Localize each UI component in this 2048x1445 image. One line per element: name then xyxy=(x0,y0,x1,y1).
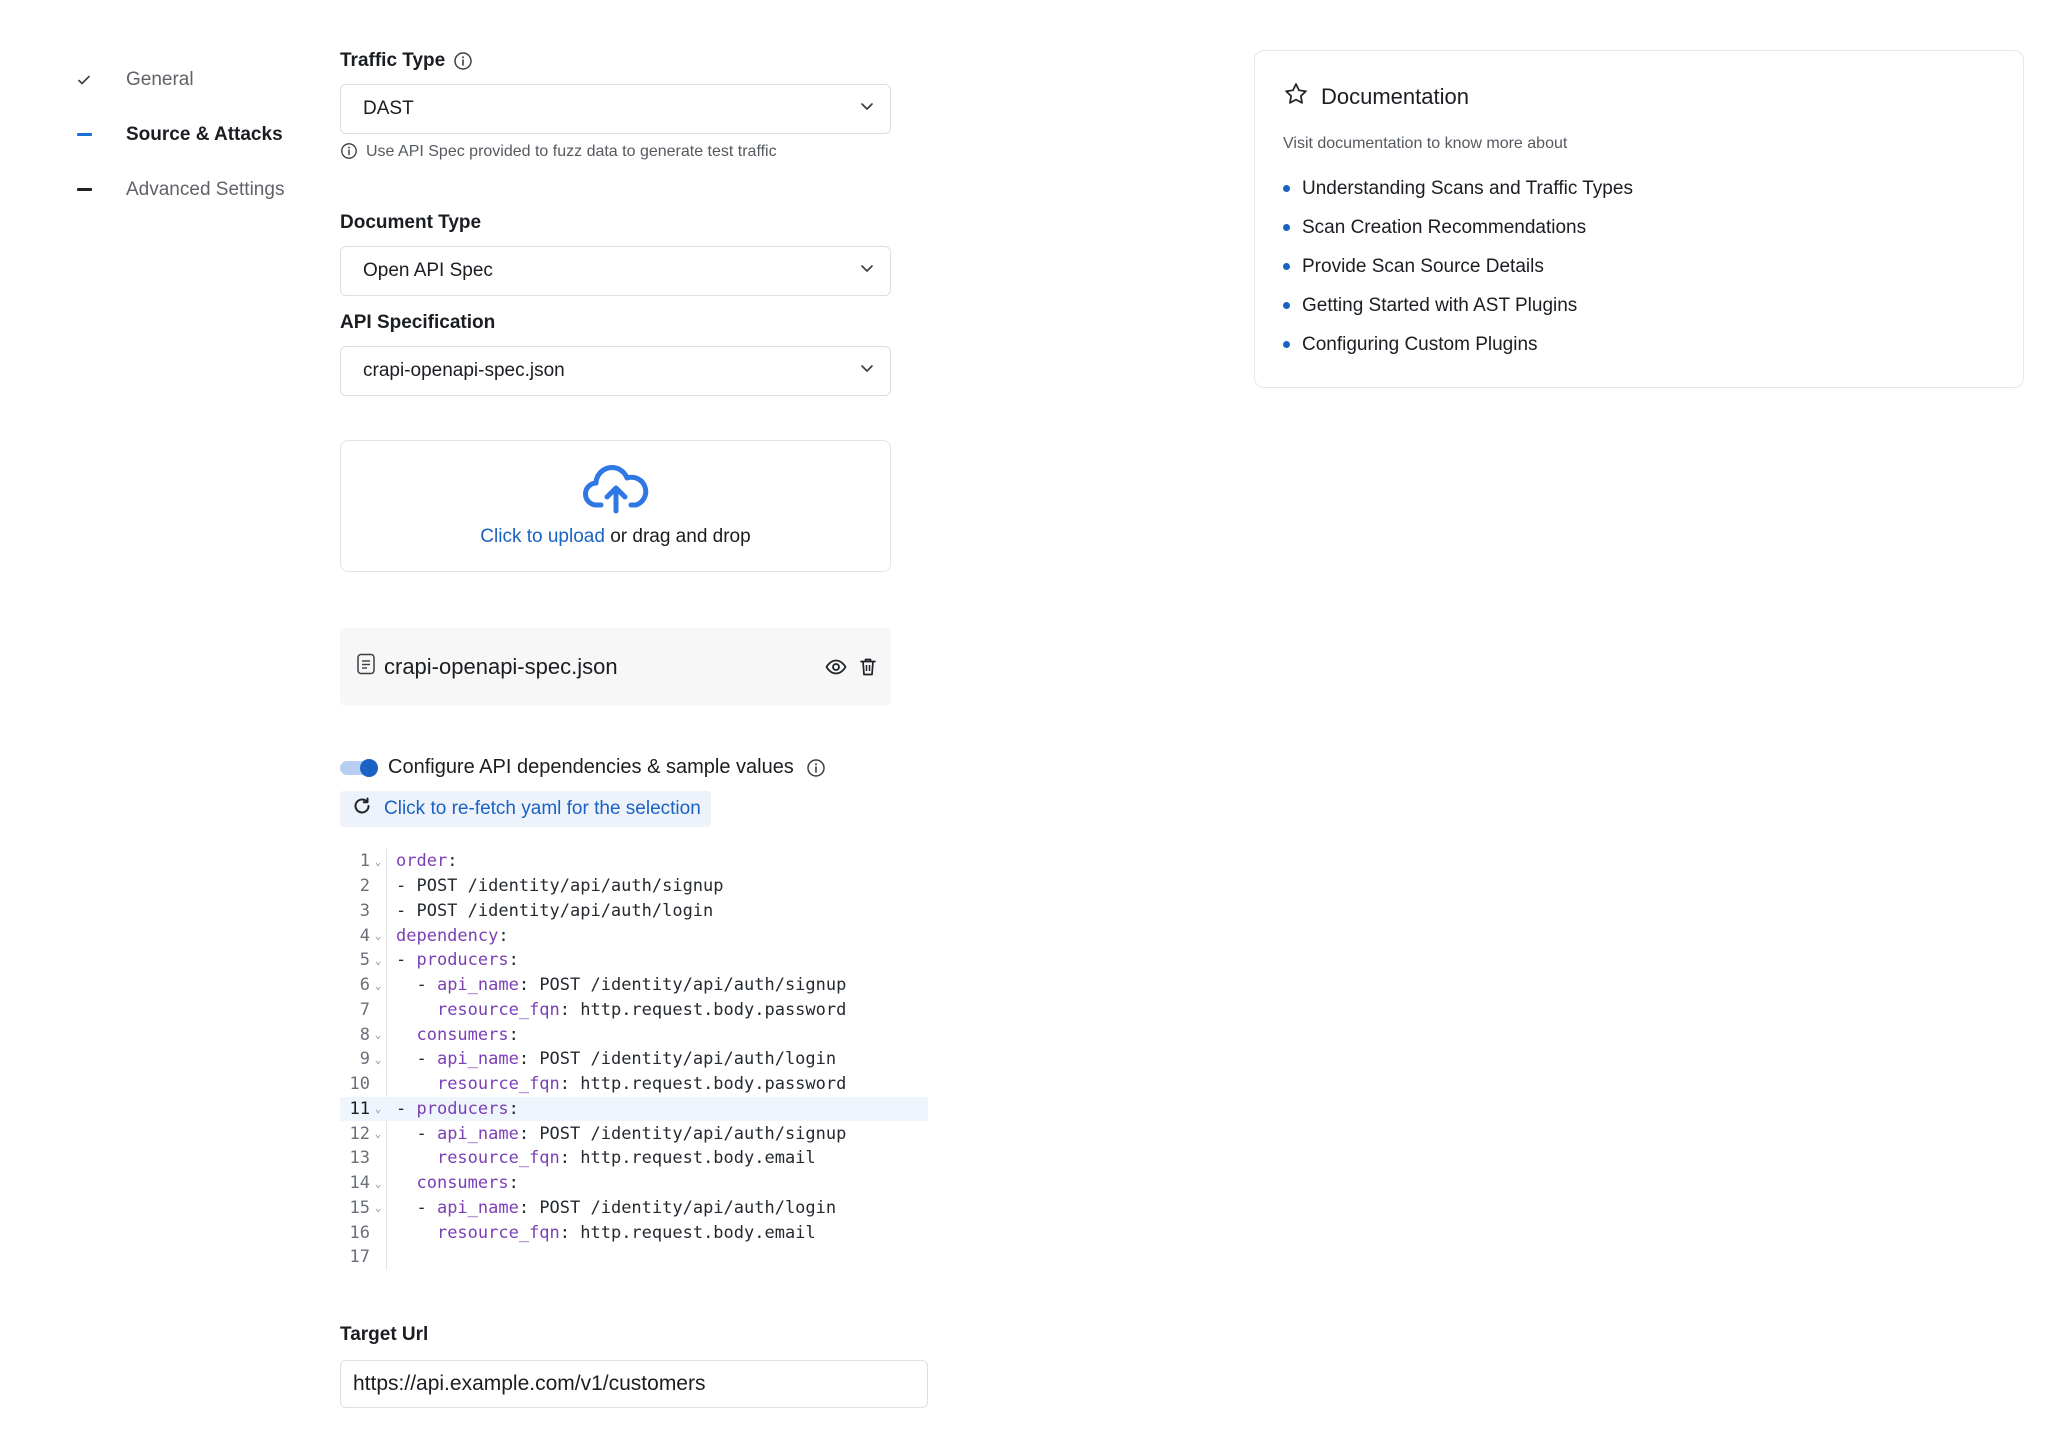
docs-link-text: Scan Creation Recommendations xyxy=(1302,216,1587,238)
code-plain: : xyxy=(508,1098,519,1119)
code-text xyxy=(386,876,724,896)
code-text xyxy=(386,1223,816,1243)
docs-link[interactable] xyxy=(1283,325,1995,364)
yaml-editor[interactable] xyxy=(340,849,928,1270)
code-text xyxy=(386,901,713,921)
code-line[interactable] xyxy=(340,998,928,1023)
check-icon xyxy=(72,72,96,88)
yaml-key: resource_fqn xyxy=(436,1074,560,1095)
code-text xyxy=(386,1049,836,1069)
api-spec-select[interactable] xyxy=(340,346,891,396)
step-advanced-settings[interactable] xyxy=(72,162,284,217)
cloud-upload-icon xyxy=(583,465,649,520)
toggle-label: Configure API dependencies & sample values xyxy=(388,756,794,778)
hint-text: Use API Spec provided to fuzz data to generate test traffic xyxy=(366,143,777,160)
star-icon xyxy=(1283,81,1309,113)
chevron-down-icon xyxy=(858,97,876,121)
fold-chevron-icon[interactable]: ⌄ xyxy=(374,1201,382,1215)
api-spec-value: crapi-openapi-spec.json xyxy=(363,360,565,381)
traffic-type-select[interactable] xyxy=(340,84,891,134)
code-plain: : POST /identity/api/auth/signup xyxy=(518,1123,847,1144)
code-plain xyxy=(396,1223,437,1243)
trash-icon[interactable] xyxy=(859,657,877,677)
code-text xyxy=(386,851,457,871)
yaml-key: producers xyxy=(416,950,509,971)
docs-header xyxy=(1283,81,1995,113)
yaml-key: resource_fqn xyxy=(436,1148,560,1169)
yaml-key: api_name xyxy=(436,1123,519,1144)
chevron-down-icon xyxy=(858,259,876,283)
code-plain: - xyxy=(396,1197,437,1218)
line-number: 6 xyxy=(359,975,370,996)
yaml-key: resource_fqn xyxy=(436,1222,560,1243)
document-type-value: Open API Spec xyxy=(363,260,493,281)
fold-chevron-icon[interactable]: ⌄ xyxy=(374,1028,382,1042)
docs-link[interactable] xyxy=(1283,286,1995,325)
code-line[interactable] xyxy=(340,1196,928,1221)
refresh-icon xyxy=(352,796,372,822)
step-general[interactable] xyxy=(72,52,284,107)
code-plain: - POST /identity/api/auth/login xyxy=(396,900,714,921)
step-label: Source & Attacks xyxy=(126,123,283,145)
docs-link[interactable] xyxy=(1283,247,1995,286)
pending-dash-icon xyxy=(72,188,96,191)
code-line[interactable] xyxy=(340,874,928,899)
yaml-key: consumers xyxy=(416,1173,509,1194)
fold-chevron-icon[interactable]: ⌄ xyxy=(374,1052,382,1066)
code-text xyxy=(386,1173,519,1193)
upload-link[interactable]: Click to upload xyxy=(480,525,605,547)
fold-chevron-icon[interactable]: ⌄ xyxy=(374,978,382,992)
target-url-value: https://api.example.com/v1/customers xyxy=(353,1371,706,1395)
code-plain: - xyxy=(396,1098,417,1119)
code-line[interactable] xyxy=(340,1220,928,1245)
line-number: 7 xyxy=(359,999,370,1020)
step-source-attacks[interactable] xyxy=(72,107,284,162)
docs-link[interactable] xyxy=(1283,169,1995,208)
traffic-type-hint xyxy=(340,142,940,162)
step-label: General xyxy=(126,68,194,90)
line-number: 12 xyxy=(349,1123,370,1144)
code-text xyxy=(386,950,519,970)
code-text xyxy=(386,1124,846,1144)
yaml-key: consumers xyxy=(416,1024,509,1045)
fold-chevron-icon[interactable]: ⌄ xyxy=(374,953,382,967)
dependencies-toggle-row xyxy=(340,756,940,779)
yaml-key: api_name xyxy=(436,975,519,996)
docs-links xyxy=(1283,169,1995,364)
code-plain: : http.request.body.email xyxy=(559,1222,816,1243)
code-text xyxy=(386,1025,519,1045)
code-plain: : xyxy=(508,1173,519,1194)
code-plain: : xyxy=(508,950,519,971)
fold-chevron-icon[interactable]: ⌄ xyxy=(374,929,382,943)
docs-link-text: Configuring Custom Plugins xyxy=(1302,333,1538,355)
traffic-type-label-text: Traffic Type xyxy=(340,50,446,71)
code-plain: : POST /identity/api/auth/signup xyxy=(518,975,847,996)
code-line[interactable] xyxy=(340,1121,928,1146)
line-number: 3 xyxy=(359,900,370,921)
code-text xyxy=(386,926,509,946)
chevron-down-icon xyxy=(858,359,876,383)
line-number: 13 xyxy=(349,1148,370,1169)
traffic-type-label xyxy=(340,50,940,72)
stepper xyxy=(72,52,284,217)
code-plain: : xyxy=(447,851,458,872)
line-number: 11 xyxy=(349,1098,370,1119)
code-plain xyxy=(396,1173,416,1193)
api-spec-label xyxy=(340,312,940,334)
info-icon xyxy=(340,142,360,162)
file-actions xyxy=(825,657,877,677)
info-icon[interactable] xyxy=(806,758,826,778)
line-number: 8 xyxy=(359,1024,370,1045)
code-plain: - xyxy=(396,975,437,996)
yaml-key: api_name xyxy=(436,1049,519,1070)
docs-title: Documentation xyxy=(1321,84,1469,109)
docs-link-text: Getting Started with AST Plugins xyxy=(1302,294,1578,316)
line-number: 4 xyxy=(359,925,370,946)
code-plain: - xyxy=(396,950,417,971)
target-url-input[interactable] xyxy=(340,1360,928,1408)
dependencies-toggle[interactable] xyxy=(340,761,376,775)
line-number: 16 xyxy=(349,1222,370,1243)
code-line[interactable] xyxy=(340,1047,928,1072)
code-line[interactable] xyxy=(340,1022,928,1047)
documentation-panel xyxy=(1254,50,2024,388)
code-plain: : POST /identity/api/auth/login xyxy=(518,1197,837,1218)
docs-subtitle: Visit documentation to know more about xyxy=(1283,135,1568,152)
code-line[interactable] xyxy=(340,1245,928,1270)
refetch-label: Click to re-fetch yaml for the selection xyxy=(384,798,701,819)
code-line[interactable] xyxy=(340,1097,928,1122)
code-text xyxy=(386,975,846,995)
code-text xyxy=(386,1074,846,1094)
file-info xyxy=(356,653,618,681)
yaml-key: producers xyxy=(416,1098,509,1119)
code-line[interactable] xyxy=(340,899,928,924)
line-number: 10 xyxy=(349,1074,370,1095)
step-label: Advanced Settings xyxy=(126,178,285,200)
yaml-key: dependency xyxy=(396,925,499,946)
code-plain: : POST /identity/api/auth/login xyxy=(518,1049,837,1070)
docs-link-text: Provide Scan Source Details xyxy=(1302,255,1544,277)
file-name: crapi-openapi-spec.json xyxy=(384,654,618,679)
code-line[interactable] xyxy=(340,1171,928,1196)
yaml-key: api_name xyxy=(436,1197,519,1218)
code-text xyxy=(386,1148,816,1168)
refetch-yaml-button[interactable] xyxy=(340,791,711,827)
info-icon[interactable] xyxy=(453,51,473,71)
code-text xyxy=(386,1198,836,1218)
code-plain xyxy=(396,1000,437,1020)
api-spec-label-text: API Specification xyxy=(340,312,496,333)
document-type-label xyxy=(340,212,940,234)
upload-text xyxy=(480,526,750,548)
line-number: 2 xyxy=(359,876,370,897)
code-line[interactable] xyxy=(340,923,928,948)
upload-dropzone[interactable] xyxy=(340,440,891,572)
code-plain: - xyxy=(396,1123,437,1144)
code-text xyxy=(386,1099,519,1119)
line-number: 1 xyxy=(359,851,370,872)
docs-link[interactable] xyxy=(1283,208,1995,247)
active-dash-icon xyxy=(72,133,96,136)
code-plain xyxy=(396,1025,416,1045)
file-icon xyxy=(356,653,376,681)
line-number: 15 xyxy=(349,1197,370,1218)
source-form xyxy=(340,50,940,1408)
code-line[interactable] xyxy=(340,1146,928,1171)
target-url-label xyxy=(340,1324,940,1346)
code-plain xyxy=(396,1148,437,1168)
line-number: 9 xyxy=(359,1049,370,1070)
docs-link-text: Understanding Scans and Traffic Types xyxy=(1302,177,1633,199)
code-line[interactable] xyxy=(340,948,928,973)
code-plain: : xyxy=(498,925,509,946)
line-number: 17 xyxy=(349,1247,370,1268)
uploaded-file-card xyxy=(340,628,891,706)
code-line[interactable] xyxy=(340,973,928,998)
code-plain: - xyxy=(396,1049,437,1070)
code-plain: : http.request.body.password xyxy=(559,1074,847,1095)
code-plain: : http.request.body.email xyxy=(559,1148,816,1169)
code-plain: - POST /identity/api/auth/signup xyxy=(396,876,724,897)
target-url-label-text: Target Url xyxy=(340,1323,429,1345)
code-line[interactable] xyxy=(340,1072,928,1097)
code-text xyxy=(386,1000,846,1020)
fold-chevron-icon[interactable]: ⌄ xyxy=(374,1176,382,1190)
document-type-label-text: Document Type xyxy=(340,212,482,233)
code-line[interactable] xyxy=(340,849,928,874)
fold-chevron-icon[interactable]: ⌄ xyxy=(374,1102,382,1116)
code-plain xyxy=(396,1074,437,1094)
yaml-key: order xyxy=(396,851,448,872)
document-type-select[interactable] xyxy=(340,246,891,296)
upload-rest-text: or drag and drop xyxy=(604,525,751,547)
code-plain: : xyxy=(508,1024,519,1045)
traffic-type-value: DAST xyxy=(363,98,414,119)
fold-chevron-icon[interactable]: ⌄ xyxy=(374,854,382,868)
code-plain: : http.request.body.password xyxy=(559,999,847,1020)
yaml-key: resource_fqn xyxy=(436,999,560,1020)
line-number: 5 xyxy=(359,950,370,971)
line-number: 14 xyxy=(349,1173,370,1194)
fold-chevron-icon[interactable]: ⌄ xyxy=(374,1127,382,1141)
eye-icon[interactable] xyxy=(825,658,847,676)
